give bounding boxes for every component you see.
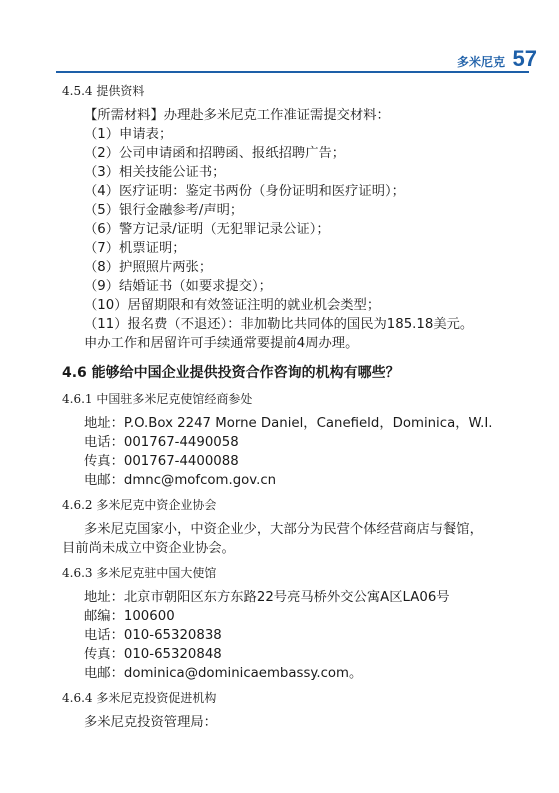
association-text-line: 目前尚未成立中资企业协会。 xyxy=(62,541,235,556)
list-item: （6）警方记录/证明（无犯罪记录公证）； xyxy=(84,222,330,237)
list-item: （11）报名费（不退还）：非加勒比共同体的国民为185.18美元。 xyxy=(84,317,474,332)
embassy-email: 电邮：dominica@dominicaembassy.com。 xyxy=(84,666,363,681)
list-item: （5）银行金融参考/声明； xyxy=(84,203,244,218)
association-text-line: 多米尼克国家小，中资企业少，大部分为民营个体经营商店与餐馆， xyxy=(84,522,483,537)
embassy-postcode: 邮编：100600 xyxy=(84,609,175,624)
embassy-address: 地址：北京市朝阳区东方东路22号亮马桥外交公寓A区LA06号 xyxy=(84,590,450,605)
list-item: （3）相关技能公证书； xyxy=(84,165,226,180)
embassy-phone: 电话：010-65320838 xyxy=(84,628,222,643)
section-heading-4-5-4: 4.5.4 提供资料 xyxy=(62,84,145,98)
list-item: （4）医疗证明：鉴定书两份（身份证明和医疗证明）； xyxy=(84,184,405,199)
list-item: （9）结婚证书（如要求提交）； xyxy=(84,279,272,294)
embassy-office-phone: 电话：001767-4490058 xyxy=(84,435,239,450)
list-item: （2）公司申请函和招聘函、报纸招聘广告； xyxy=(84,146,346,161)
embassy-office-address: 地址：P.O.Box 2247 Morne Daniel，Canefield，Dominica，W.I. xyxy=(84,416,493,431)
header-country-name: 多米尼克 xyxy=(456,55,505,69)
header-divider xyxy=(56,71,529,73)
section-heading-4-6-3: 4.6.3 多米尼克驻中国大使馆 xyxy=(62,566,217,580)
processing-note: 申办工作和居留许可手续通常要提前4周办理。 xyxy=(84,336,359,351)
list-item: （7）机票证明； xyxy=(84,241,186,256)
investment-authority-name: 多米尼克投资管理局： xyxy=(84,715,217,730)
list-item: （8）护照照片两张； xyxy=(84,260,213,275)
page-number: 57 xyxy=(512,46,537,71)
embassy-office-fax: 传真：001767-4400088 xyxy=(84,454,239,469)
materials-intro: 【所需材料】办理赴多米尼克工作准证需提交材料： xyxy=(84,108,390,123)
page-content xyxy=(62,83,522,732)
section-heading-4-6-1: 4.6.1 中国驻多米尼克使馆经商参处 xyxy=(62,392,253,406)
list-item: （1）申请表； xyxy=(84,127,173,142)
embassy-fax: 传真：010-65320848 xyxy=(84,647,222,662)
materials-list xyxy=(62,125,522,334)
section-heading-4-6-4: 4.6.4 多米尼克投资促进机构 xyxy=(62,691,217,705)
section-heading-4-6-2: 4.6.2 多米尼克中资企业协会 xyxy=(62,498,217,512)
section-heading-4-6: 4.6 能够给中国企业提供投资合作咨询的机构有哪些？ xyxy=(62,365,400,381)
list-item: （10）居留期限和有效签证注明的就业机会类型； xyxy=(84,298,381,313)
embassy-office-email: 电邮：dmnc@mofcom.gov.cn xyxy=(84,473,277,488)
